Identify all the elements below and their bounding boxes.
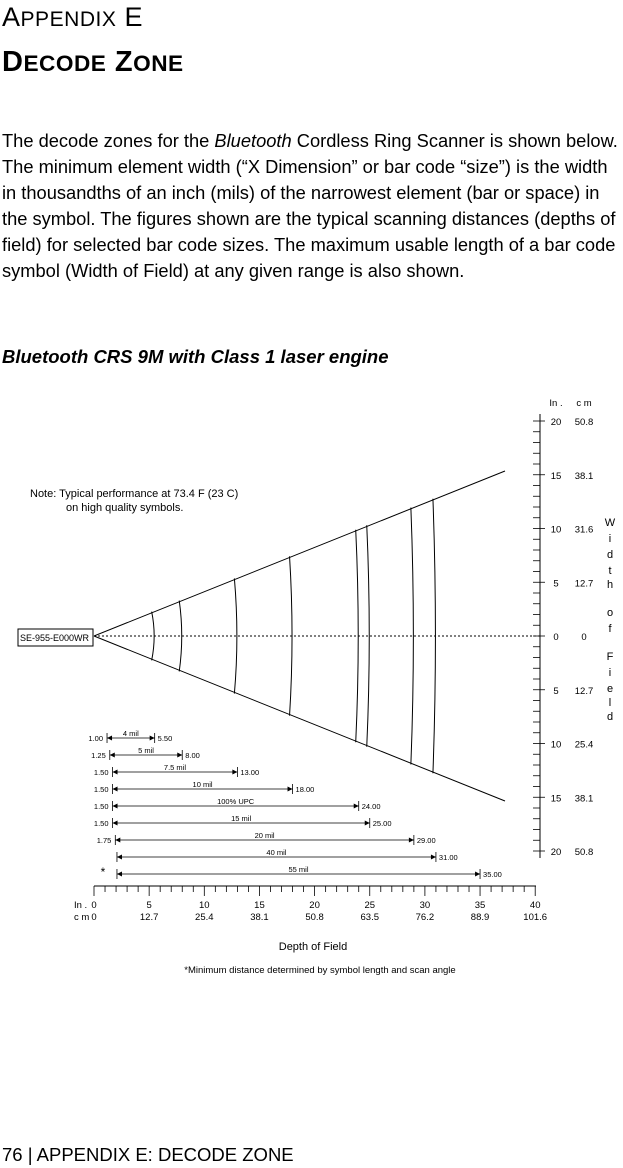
wof-cm-label: 31.6 (574, 524, 594, 536)
wof-inch-label: 15 (550, 470, 562, 482)
diagram-subheading: Bluetooth CRS 9M with Class 1 laser engine (2, 346, 389, 367)
bar-arrow-left (107, 736, 112, 741)
bar-start-label: 1.50 (93, 768, 109, 777)
decode-range-bars (88, 729, 501, 879)
note-line-2: on high quality symbols. (66, 502, 184, 514)
bar-arrow-left (113, 770, 118, 775)
bar-start-label: 1.50 (93, 802, 109, 811)
note-line-1: Note: Typical performance at 73.4 F (23 C) (30, 488, 239, 500)
bar-label: 10 mil (192, 780, 213, 789)
bar-label: 5 mil (138, 746, 154, 755)
bar-end-label: 29.00 (416, 836, 436, 845)
wof-title-letter: d (606, 711, 614, 723)
bar-arrow-right (288, 787, 293, 792)
bar-end-label: 35.00 (483, 870, 502, 879)
bar-end-label: 31.00 (438, 853, 458, 862)
wof-inch-label: 5 (553, 685, 559, 697)
dof-inch-label: 10 (199, 900, 210, 911)
bar-start-label: 1.25 (91, 751, 106, 760)
bar-arrow-left (113, 804, 118, 809)
dof-inch-label: 0 (91, 900, 97, 911)
wof-inch-label: 10 (550, 524, 562, 536)
bar-arrow-left (113, 821, 118, 826)
wof-inch-label: 5 (553, 578, 559, 590)
dof-cm-label: 12.7 (139, 912, 159, 923)
footnote: *Minimum distance determined by symbol length and scan angle (184, 965, 456, 976)
wof-title-letter: W (604, 517, 616, 529)
dof-cm-label: 63.5 (360, 912, 379, 923)
bar-arrow-left (117, 855, 122, 860)
dof-cm-label: 101.6 (523, 912, 548, 923)
wof-inch-label: 0 (553, 632, 559, 643)
dof-inch-label: 15 (254, 900, 265, 911)
dof-cm-label: 88.9 (470, 912, 490, 923)
wof-title-letter: e (606, 683, 614, 695)
dof-inch-label: 40 (529, 900, 541, 911)
bar-end-label: 13.00 (240, 768, 260, 777)
bar-arrow-right (150, 736, 155, 741)
wof-cm-label: 38.1 (574, 470, 594, 482)
wof-title-letter: F (606, 651, 614, 663)
bar-arrow-right (475, 872, 480, 877)
wof-title-letter: i (608, 533, 612, 545)
wof-inch-label: 20 (550, 417, 562, 428)
bar-label: 100% UPC (217, 797, 255, 806)
wof-title-letter: t (608, 565, 612, 577)
wof-inch-label: 20 (550, 847, 562, 858)
bar-arrow-right (177, 753, 182, 758)
decode-zone-diagram (0, 388, 623, 988)
dof-inch-label: 25 (364, 900, 376, 911)
bar-end-label: 18.00 (295, 785, 315, 794)
bar-start-label: 1.50 (93, 819, 109, 828)
wof-title-letter: d (606, 549, 614, 561)
bar-arrow-right (232, 770, 237, 775)
bar-end-label: 5.50 (157, 734, 173, 743)
bar-arrow-right (365, 821, 370, 826)
bar-arrow-left (113, 787, 118, 792)
wof-title-letter: f (608, 623, 612, 635)
bar-arrow-left (110, 753, 115, 758)
depth-of-field-scale (74, 886, 547, 923)
wof-cm-label: 50.8 (574, 417, 594, 428)
asterisk: * (100, 865, 106, 879)
section-title: DECODE ZONE (2, 46, 184, 78)
bar-end-label: 8.00 (185, 751, 200, 760)
dof-cm-label: 0 (91, 912, 97, 923)
dof-inch-label: 35 (474, 900, 486, 911)
bar-start-label: 1.75 (96, 836, 112, 845)
dof-inch-label: 5 (146, 900, 152, 911)
intro-paragraph: The decode zones for the Bluetooth Cordless Ring Scanner is shown below. The minimum element width (“X Dimension” or bar code “size”) is the width in thousandths of an inch (mils) of the narrowest element (bar or space) in the symbol. The figures shown are the typical scanning distances (depths of field) for selected bar code sizes. The maximum usable length of a bar code symbol (Width of Field) at any given range is also shown. (2, 130, 618, 281)
bar-arrow-right (354, 804, 359, 809)
bar-arrow-left (117, 872, 122, 877)
dof-unit-in: In . (74, 900, 88, 911)
bar-arrow-right (409, 838, 414, 843)
wof-unit-in: In . (549, 398, 563, 409)
wof-inch-label: 10 (550, 739, 562, 751)
wof-cm-label: 38.1 (574, 793, 594, 805)
bar-label: 15 mil (231, 814, 252, 823)
wof-inch-label: 15 (550, 793, 562, 805)
wof-title-letter: o (606, 607, 614, 619)
wof-cm-label: 25.4 (574, 739, 594, 751)
bar-label: 4 mil (122, 729, 139, 738)
bar-end-label: 25.00 (372, 819, 392, 828)
wof-cm-label: 50.8 (574, 847, 594, 858)
bar-arrow-left (115, 838, 120, 843)
bar-label: 55 mil (288, 865, 309, 874)
dof-inch-label: 20 (309, 900, 320, 911)
dof-inch-label: 30 (419, 900, 431, 911)
wof-cm-label: 0 (581, 632, 587, 643)
bar-label: 20 mil (254, 831, 275, 840)
decode-arc (152, 612, 155, 661)
wof-cm-label: 12.7 (574, 685, 594, 697)
dof-cm-label: 38.1 (250, 912, 269, 923)
dof-cm-label: 50.8 (305, 912, 324, 923)
wof-title-letter: i (608, 667, 612, 679)
bar-start-label: 1.00 (88, 734, 104, 743)
bar-start-label: 1.50 (93, 785, 109, 794)
dof-unit-cm: c m (74, 912, 90, 923)
dof-title: Depth of Field (278, 941, 348, 953)
engine-label: SE-955-E000WR (20, 633, 90, 643)
bar-arrow-right (431, 855, 436, 860)
width-of-field-scale (533, 398, 616, 858)
wof-unit-cm: c m (576, 398, 592, 409)
appendix-heading: APPENDIX E (2, 2, 143, 32)
bar-label: 40 mil (266, 848, 287, 857)
dof-cm-label: 25.4 (195, 912, 214, 923)
decode-arc (356, 530, 359, 743)
wof-cm-label: 12.7 (574, 578, 594, 590)
page-footer: 76 | APPENDIX E: DECODE ZONE (2, 1144, 294, 1165)
bar-end-label: 24.00 (361, 802, 381, 811)
wof-title-letter: l (608, 697, 612, 709)
dof-cm-label: 76.2 (415, 912, 435, 923)
wof-title-letter: h (606, 579, 614, 591)
cone-lower-edge (94, 636, 505, 801)
bar-label: 7.5 mil (163, 763, 187, 772)
